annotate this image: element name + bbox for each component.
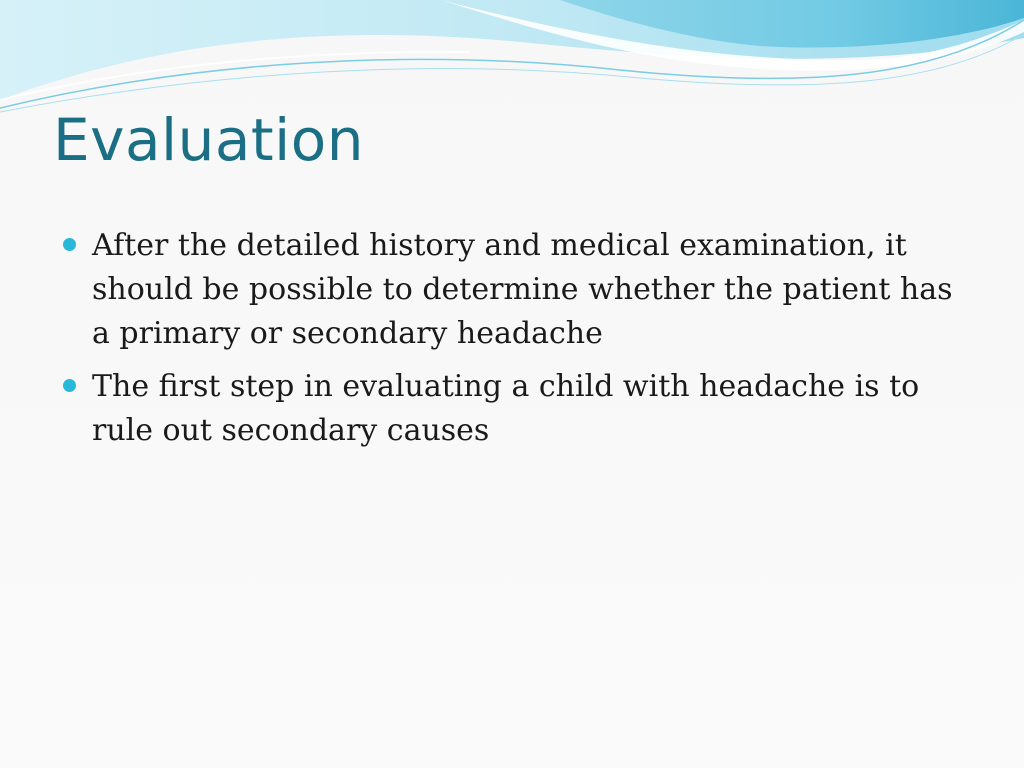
bullet-dot-icon bbox=[63, 379, 76, 392]
bullet-text: The first step in evaluating a child with headache is to rule out secondary causes bbox=[92, 369, 920, 448]
bullet-text: After the detailed history and medical examination, it should be possible to determine whether the patient has a primary or secondary headache bbox=[92, 228, 953, 351]
bullet-item bbox=[60, 365, 960, 453]
slide-title: Evaluation bbox=[53, 106, 365, 174]
bullet-item bbox=[60, 224, 960, 356]
bullet-dot-icon bbox=[63, 238, 76, 251]
bullet-list bbox=[60, 224, 960, 462]
